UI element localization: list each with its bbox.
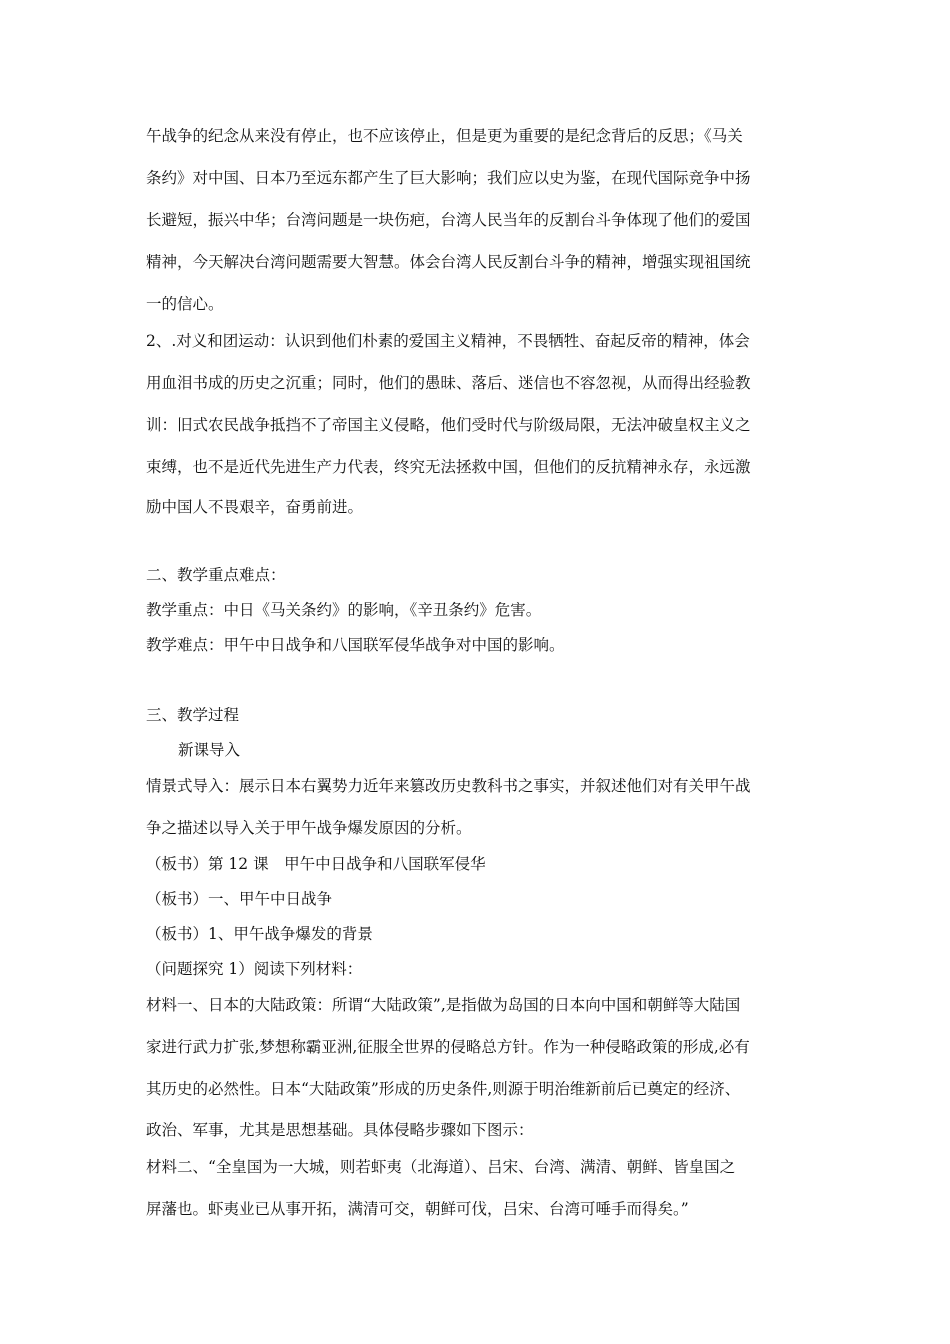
text-line: （板书）1、甲午战争爆发的背景 xyxy=(146,925,373,943)
text-line: 教学重点：中日《马关条约》的影响，《辛丑条约》危害。 xyxy=(146,601,542,619)
text-line: 2、.对义和团运动：认识到他们朴素的爱国主义精神，不畏牺牲、奋起反帝的精神，体会 xyxy=(146,332,750,350)
text-line: 屏藩也。虾夷业已从事开拓，满清可交，朝鲜可伐，吕宋、台湾可唾手而得矣。” xyxy=(146,1200,689,1218)
text-line: 束缚，也不是近代先进生产力代表，终究无法拯救中国，但他们的反抗精神永存，永远激 xyxy=(146,458,751,476)
text-line: 其历史的必然性。日本“大陆政策”形成的历史条件,则源于明治维新前后已奠定的经济、 xyxy=(146,1080,741,1098)
section-heading: 二、教学重点难点： xyxy=(146,566,286,584)
text-line: 政治、军事，尤其是思想基础。具体侵略步骤如下图示： xyxy=(146,1121,534,1139)
subheading: 新课导入 xyxy=(178,741,241,759)
text-line: （板书）一、甲午中日战争 xyxy=(146,890,333,908)
section-heading: 三、教学过程 xyxy=(146,706,240,724)
text-line: 教学难点：甲午中日战争和八国联军侵华战争对中国的影响。 xyxy=(146,636,565,654)
text-line: 一的信心。 xyxy=(146,295,224,313)
text-line: 争之描述以导入关于甲午战争爆发原因的分析。 xyxy=(146,819,472,837)
text-line: 用血泪书成的历史之沉重；同时，他们的愚昧、落后、迷信也不容忽视，从而得出经验教 xyxy=(146,374,751,392)
text-line: （问题探究 1）阅读下列材料： xyxy=(146,960,363,978)
text-line: 长避短，振兴中华；台湾问题是一块伤疤，台湾人民当年的反割台斗争体现了他们的爱国 xyxy=(146,211,751,229)
text-line: 家进行武力扩张,梦想称霸亚洲,征服全世界的侵略总方针。作为一种侵略政策的形成,必有 xyxy=(146,1038,750,1056)
text-line: 精神，今天解决台湾问题需要大智慧。体会台湾人民反割台斗争的精神，增强实现祖国统 xyxy=(146,253,751,271)
text-line: 材料一、日本的大陆政策：所谓“大陆政策”,是指做为岛国的日本向中国和朝鲜等大陆国 xyxy=(146,996,741,1014)
text-line: 励中国人不畏艰辛，奋勇前进。 xyxy=(146,498,364,516)
text-line: 情景式导入：展示日本右翼势力近年来篡改历史教科书之事实，并叙述他们对有关甲午战 xyxy=(146,777,751,795)
text-line: 材料二、“全皇国为一大城，则若虾夷（北海道）、吕宋、台湾、满清、朝鲜、皆皇国之 xyxy=(146,1158,736,1176)
text-line: 训：旧式农民战争抵挡不了帝国主义侵略，他们受时代与阶级局限，无法冲破皇权主义之 xyxy=(146,416,751,434)
text-line: （板书）第 12 课 甲午中日战争和八国联军侵华 xyxy=(146,855,486,873)
text-line: 午战争的纪念从来没有停止，也不应该停止，但是更为重要的是纪念背后的反思；《马关 xyxy=(146,127,743,145)
text-line: 条约》对中国、日本乃至远东都产生了巨大影响；我们应以史为鉴，在现代国际竞争中扬 xyxy=(146,169,751,187)
